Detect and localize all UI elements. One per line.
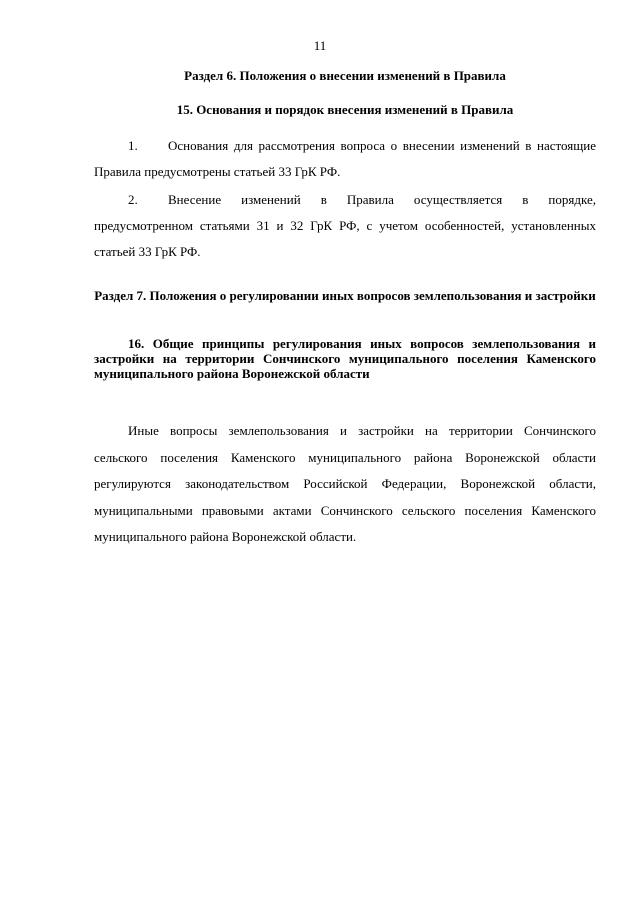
article-15-title: 15. Основания и порядок внесения изменений в Правила bbox=[176, 102, 514, 117]
list-item-text: Основания для рассмотрения вопроса о внесении изменений в настоящие Правила предусмотрены статьей 33 ГрК РФ. bbox=[94, 138, 596, 179]
list-item-text: Внесение изменений в Правила осуществляется в порядке, предусмотренном статьями 31 и 32 ГрК РФ, с учетом особенностей, установленных статьей 33 ГрК РФ. bbox=[94, 192, 596, 259]
list-item bbox=[94, 133, 596, 185]
article-16-title: 16. Общие принципы регулирования иных вопросов землепользования и застройки на территории Сончинского муниципального поселения Каменского муниципального района Воронежской области bbox=[94, 336, 596, 381]
list-item-number: 2. bbox=[128, 192, 138, 207]
list-item-number: 1. bbox=[128, 138, 138, 153]
section-6-title: Раздел 6. Положения о внесении изменений в Правила bbox=[184, 68, 506, 83]
section-7-title: Раздел 7. Положения о регулировании иных вопросов землепользования и застройки bbox=[94, 288, 596, 303]
list-item bbox=[94, 187, 596, 265]
article-16-body: Иные вопросы землепользования и застройки на территории Сончинского сельского поселения Каменского муниципального района Воронежской области регулируются законодательством Российской Федерации, Воронежской области, муниципальными правовыми актами Сончинского сельского поселения Каменского муниципального района Воронежской области. bbox=[94, 423, 596, 544]
page-number: 11 bbox=[313, 38, 327, 53]
